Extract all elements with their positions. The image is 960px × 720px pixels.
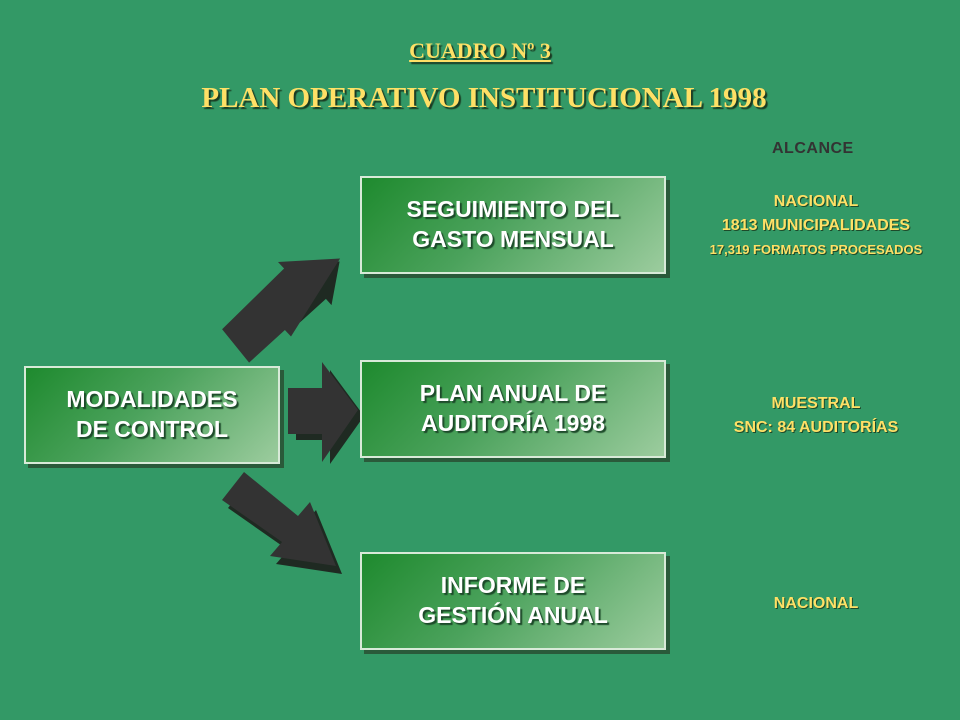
seguimiento-gasto-box: SEGUIMIENTO DEL GASTO MENSUAL [360,176,666,274]
arrow-to-seguimiento-icon [222,259,340,363]
modalidades-de-control-box: MODALIDADES DE CONTROL [24,366,280,464]
arrow-to-plan-anual-icon [288,362,364,464]
scope-plan-anual [666,392,960,440]
plan-anual-auditoria-box: PLAN ANUAL DE AUDITORÍA 1998 [360,360,666,458]
informe-gestion-box: INFORME DE GESTIÓN ANUAL [360,552,666,650]
scope-line: MUESTRAL [771,395,861,412]
scope-line: NACIONAL [773,193,859,210]
scope-line: SNC: 84 AUDITORÍAS [733,419,899,436]
scope-line: NACIONAL [773,595,859,612]
scope-informe [666,592,960,616]
scope-seguimiento [666,190,960,262]
page-title: PLAN OPERATIVO INSTITUCIONAL 1998 [201,82,767,114]
scope-line: 1813 MUNICIPALIDADES [721,217,911,234]
table-label: CUADRO Nº 3 [409,38,551,63]
scope-heading: ALCANCE [772,140,854,157]
scope-line: 17,319 FORMATOS PROCESADOS [709,242,923,257]
arrow-to-informe-icon [222,472,342,574]
